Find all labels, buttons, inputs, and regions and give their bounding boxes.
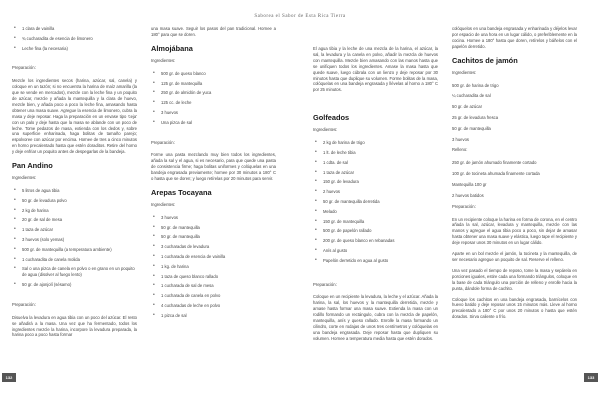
filling-label: Relleno: bbox=[452, 147, 468, 153]
filling-list bbox=[452, 160, 577, 198]
list-item: • 2 kg de harina de trigo bbox=[323, 140, 438, 146]
preparation-label: Preparación: bbox=[12, 65, 36, 71]
ingredient-list bbox=[151, 71, 276, 126]
list-item: • 3 huevos bbox=[161, 110, 276, 116]
column-4 bbox=[452, 26, 577, 325]
ingredients-label: Ingredientes: bbox=[12, 175, 37, 181]
list-item: 2 huevos batidos bbox=[452, 192, 484, 198]
preparation-text: Una vez pasado el tiempo de reposo, tome la masa y sepárela en porciones iguales, estire cada una formando triángulos, coloque en la base de cada triángulo una porción de relleno y enrolle hacia la punta, dándole forma de cachito. bbox=[452, 267, 577, 291]
list-item: 50 gr. de mantequilla bbox=[452, 125, 491, 131]
list-item: 250 gr. de jamón ahumado finamente cortado bbox=[452, 160, 537, 166]
list-item: • 1 taza de azúcar bbox=[323, 170, 438, 176]
ingredient-list bbox=[12, 188, 137, 288]
list-item: • 150 gr. de mantequilla bbox=[323, 219, 438, 225]
preparation-text: Mezcle los ingredientes secos (harina, azúcar, sal, canela) y coloque en un tazón; si no encuentra la harina de maíz amarilla (la que se vende en mercados), mezcle con la leche fina y un poquito de azúcar, mezcle y añada la mantequilla y la clara de huevo, mezcle bien, y añada poco a poco la leche fina, amasando hasta obtener una masa suave. Agregue la esencia de limonero, cubra la masa y deje reposar. Haga la preparación en un envase tipo 'ceja' con un palo y deje hasta que la masa se ablande con un poco de leche. Tome pedazos de masa, extienda con los dedos y, sobre una superficie enharinada, haga bolitas de tamaño parejo; espolvoree con azúcar por encima. Hornee de tres a cinco minutos en horno precalentado hasta que estén doraditos. Retire del horno y deje enfriar un poquito antes de despegarlas de la bandeja. bbox=[12, 78, 137, 155]
ingredients-label: Ingredientes: bbox=[452, 69, 477, 75]
list-item: • 1 lt. de leche tibia bbox=[323, 150, 438, 156]
list-item: • 50 gr. de levadura polvo bbox=[22, 198, 137, 204]
list-item: • 500 gr. de queso blanco bbox=[161, 71, 276, 77]
list-item: • 1 cucharadita de canela molida bbox=[22, 257, 137, 263]
ingredient-list bbox=[12, 26, 137, 52]
list-item: • 1 pizca de sal bbox=[161, 313, 276, 319]
recipe-title: Pan Andino bbox=[12, 161, 53, 171]
list-item: 3 huevos bbox=[452, 136, 469, 142]
list-item: • Una pizca de sal bbox=[161, 120, 276, 126]
list-item: • 125 gr. de mantequilla bbox=[161, 81, 276, 87]
list-item: • Leche fina (la necesaria) bbox=[22, 46, 137, 52]
list-item: • 1 kg. de harina bbox=[161, 264, 276, 270]
list-item: • 500 gr. de papelón rallado bbox=[323, 228, 438, 234]
list-item: • Papelón derretido en agua al gusto bbox=[323, 258, 438, 264]
ingredients-label: Ingredientes: bbox=[313, 127, 338, 133]
list-item: • 150 gr. de levadura bbox=[323, 179, 438, 185]
ingredient-list bbox=[452, 83, 577, 143]
preparation-text: Coloque en un recipiente la levadura, la leche y el azúcar. Añada la harina, la sal, los huevos y la mantequilla derretida, mezcle y amase hasta formar una masa suave. Extienda la masa con un rodillo formando un rectángulo, cubra con la mezcla de papelón, mantequilla, anís y queso rallado. Enrolle la masa formando un cilindro, corte en rodajas de unos tres centímetros y colóquelas en una bandeja engrasada. Deje reposar hasta que dupliquen su volumen. Hornee a temperatura media hasta que estén dorados. bbox=[313, 294, 438, 341]
list-item: • 125 cc. de leche bbox=[161, 100, 276, 106]
list-item: 100 gr. de tocineta ahumada finamente cortada bbox=[452, 171, 540, 177]
list-item: • 5 litros de agua tibia bbox=[22, 188, 137, 194]
ingredients-label: Ingredientes: bbox=[151, 201, 176, 207]
preparation-text: Forme una pasta mezclando muy bien todos los ingredientes, añada la sal y el agua, si es necesario, para que quede una pasta de consistencia firme; haga bolitas uniformes y colóquelas en una bandeja engrasada previamente; hornee por 30 minutos a 180° C o hasta que se doren; y luego retírelas por 20 minutos para servir. bbox=[151, 152, 276, 182]
recipe-title: Almojábana bbox=[151, 43, 193, 53]
list-item: • 50 gr. de mantequilla bbox=[161, 225, 276, 231]
preparation-text: En un recipiente coloque la harina en forma de corona, en el centro añada la sal, azúcar, levadura y mantequilla, mezcle con las manos y agregue el agua tibia poco a poco, sin dejar de amasar hasta obtener una masa suave y elástica, luego tape el recipiente y deje reposar unos 30 minutos en un lugar cálido. bbox=[452, 216, 578, 246]
list-item: • 500 gr. de mantequilla (a temperatura ambiente) bbox=[22, 247, 137, 253]
ingredient-list bbox=[151, 215, 276, 319]
preparation-label: Preparación: bbox=[313, 281, 337, 287]
continued-text: colóquelos en una bandeja engrasada y enharinada y déjelos levar por espacio de una hora en un lugar cálido, o preferiblemente en la cocina. Hornee a 180° hasta que doren, retírelos y báñelos con el papelón derretido. bbox=[452, 26, 577, 49]
preparation-text: Coloque los cachitos en una bandeja engrasada, barnícelos con huevo batido y deje reposar unos 15 minutos más. Lleve al horno precalentado a 180° C por unos 20 minutos o hasta que estén dorados. Sirva caliente o frío. bbox=[452, 296, 577, 320]
list-item: • 2 huevos bbox=[323, 189, 438, 195]
column-3 bbox=[313, 26, 438, 347]
list-item: Mantequilla 100 gr bbox=[452, 181, 487, 187]
page-number-left: 132 bbox=[2, 373, 16, 382]
list-item: • 3 cucharadas de levadura bbox=[161, 244, 276, 250]
recipe-title: Cachitos de jamón bbox=[452, 55, 518, 65]
ingredient-list bbox=[313, 140, 438, 263]
preparation-text: Disuelva la levadura en agua tibia con un poco del azúcar. El resto se añadirá a la masa. Una vez que ha fermentado, todos los ingredientes mezcle la harina, incorpore la levadura preparada, la harina poco a poco hasta formar bbox=[12, 314, 137, 338]
list-item: • ¾ cucharadita de esencia de limonero bbox=[22, 36, 137, 42]
list-item: 50 gr. de azúcar bbox=[452, 104, 483, 110]
list-item: • 50 gr. de mantequilla derretida bbox=[323, 199, 438, 205]
list-item: • 1 taza de queso blanco rallado bbox=[161, 274, 276, 280]
column-1 bbox=[12, 26, 137, 343]
list-item: • 1 cucharada de sal de mesa bbox=[161, 283, 276, 289]
list-item: • 1 cucharada de canela en polvo bbox=[161, 293, 276, 299]
recipe-title: Arepas Tocayana bbox=[151, 187, 212, 197]
list-item: • 3 huevos bbox=[161, 215, 276, 221]
list-item: • 20 gr. de sal de mesa bbox=[22, 217, 137, 223]
list-item: • 1 cdta. de sal bbox=[323, 160, 438, 166]
list-item: • 200 gr. de queso blanco en rebanadas bbox=[323, 238, 438, 244]
preparation-label: Preparación: bbox=[151, 139, 175, 145]
list-item: 25 gr. de levadura fresca bbox=[452, 114, 499, 120]
list-item: • 3 huevos (solo yemas) bbox=[22, 237, 137, 243]
list-item: ¼ cucharadita de sal bbox=[452, 93, 491, 99]
list-item: • Sal o una pizca de canela en polvo o en grano en un poquito de agua (disolver al fuego lento) bbox=[22, 266, 137, 278]
list-item: • 1 taza de azúcar bbox=[22, 227, 137, 233]
list-item: • 1 cucharada de esencia de vainilla bbox=[161, 254, 276, 260]
preparation-text: Aparte en un bol mezcle el jamón, la tocineta y la mantequilla, de ser necesario agregue un poquito de sal. Reserve el relleno. bbox=[452, 251, 577, 262]
continued-text: una masa suave. Seguir los pasos del pan tradicional. Hornee a 180° para que se doren. bbox=[151, 26, 276, 37]
list-item: • 250 gr. de almidón de yuca bbox=[161, 90, 276, 96]
continued-text: El agua tibia y la leche de una mezcla de la harina, el azúcar, la sal, la levadura y la canela en polvo, añadir la mezcla de huevos con mantequilla. Mezcle bien amasando con las manos hasta que se unifiquen todos los ingredientes. Amase la masa hasta que quede suave, luego cúbrala con un lienzo y deje reposar por 30 minutos hasta que duplique su volumen. Forme bolitas de la masa, colóquelas en una bandeja engrasada y llévelas al horno a 180° C por 25 minutos. bbox=[313, 46, 438, 93]
ingredients-label: Ingredientes: bbox=[151, 57, 176, 63]
list-item: • Anís al gusto bbox=[323, 248, 438, 254]
list-item: • 2 kg de harina bbox=[22, 208, 137, 214]
list-item: 500 gr. de harina de trigo bbox=[452, 82, 499, 88]
list-item: • 50 gr. de mantequilla bbox=[161, 234, 276, 240]
page-number-right: 133 bbox=[584, 373, 598, 382]
running-header: Saborea el Sabor de Esta Rica Tierra bbox=[254, 14, 346, 19]
list-item: • 1 clara de vainilla bbox=[22, 26, 137, 32]
list-item: • Melado bbox=[323, 209, 438, 215]
list-item: • 50 gr. de ajonjolí (sésamo) bbox=[22, 282, 137, 288]
list-item: • 4 cucharadas de leche en polvo bbox=[161, 303, 276, 309]
preparation-label: Preparación: bbox=[452, 203, 476, 209]
preparation-label: Preparación: bbox=[12, 301, 36, 307]
column-2 bbox=[151, 26, 276, 323]
recipe-title: Golfeados bbox=[313, 113, 350, 123]
